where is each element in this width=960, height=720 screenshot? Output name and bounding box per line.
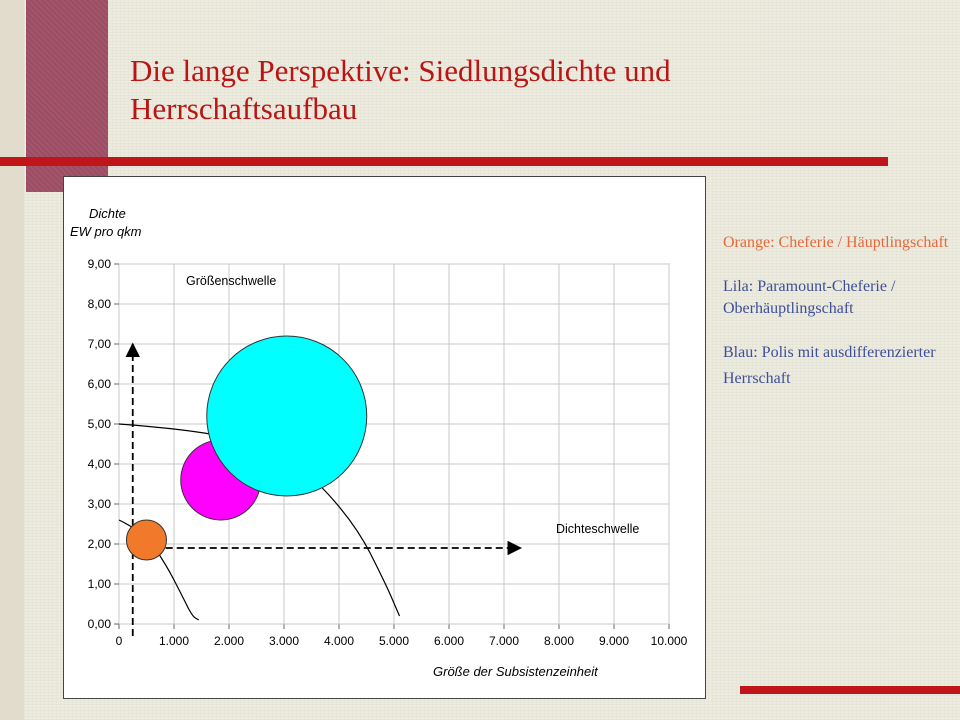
x-tick-label: 1.000 xyxy=(158,634,190,648)
bottom-accent-rule xyxy=(740,686,960,694)
y-tick-label: 7,00 xyxy=(87,337,111,351)
x-tick-label: 7.000 xyxy=(488,634,520,648)
y-tick-label: 0,00 xyxy=(87,617,111,631)
title-underline-rule xyxy=(0,157,888,166)
y-tick-label: 1,00 xyxy=(87,577,111,591)
annotation-dichteschwelle: Dichteschwelle xyxy=(556,522,640,536)
y-tick-label: 4,00 xyxy=(87,457,111,471)
y-axis-label-line2: EW pro qkm xyxy=(70,224,142,239)
legend-panel xyxy=(723,232,953,390)
legend-blau: Blau: Polis mit ausdifferenzierter xyxy=(723,344,936,361)
y-axis-label-line1: Dichte xyxy=(89,206,126,221)
legend-lila: Lila: Paramount-Cheferie / Oberhäuptlingschaft xyxy=(723,278,896,317)
data-point xyxy=(127,520,167,560)
left-decor-stripe xyxy=(0,0,24,720)
legend-orange: Orange: Cheferie / Häuptlingschaft xyxy=(723,234,949,251)
x-tick-label: 2.000 xyxy=(213,634,245,648)
y-tick-label: 9,00 xyxy=(87,257,111,271)
data-point xyxy=(207,336,367,496)
x-tick-label: 5.000 xyxy=(378,634,410,648)
y-tick-label: 8,00 xyxy=(87,297,111,311)
chart-panel xyxy=(63,176,706,699)
x-tick-label: 0 xyxy=(115,634,123,648)
x-tick-label: 3.000 xyxy=(268,634,300,648)
x-axis-label: Größe der Subsistenzeinheit xyxy=(433,664,598,679)
scatter-chart xyxy=(64,177,705,698)
x-tick-label: 6.000 xyxy=(433,634,465,648)
slide-title: Die lange Perspektive: Siedlungsdichte und Herrschaftsaufbau xyxy=(130,53,671,126)
y-tick-label: 3,00 xyxy=(87,497,111,511)
x-tick-label: 9.000 xyxy=(598,634,630,648)
x-tick-label: 4.000 xyxy=(323,634,355,648)
x-tick-label: 8.000 xyxy=(543,634,575,648)
y-tick-label: 2,00 xyxy=(87,537,111,551)
annotation-groessenschwelle: Größenschwelle xyxy=(186,274,277,288)
x-tick-label: 10.000 xyxy=(650,634,688,648)
y-tick-label: 5,00 xyxy=(87,417,111,431)
y-tick-label: 6,00 xyxy=(87,377,111,391)
legend-blau-continued: Herrschaft xyxy=(723,370,791,387)
